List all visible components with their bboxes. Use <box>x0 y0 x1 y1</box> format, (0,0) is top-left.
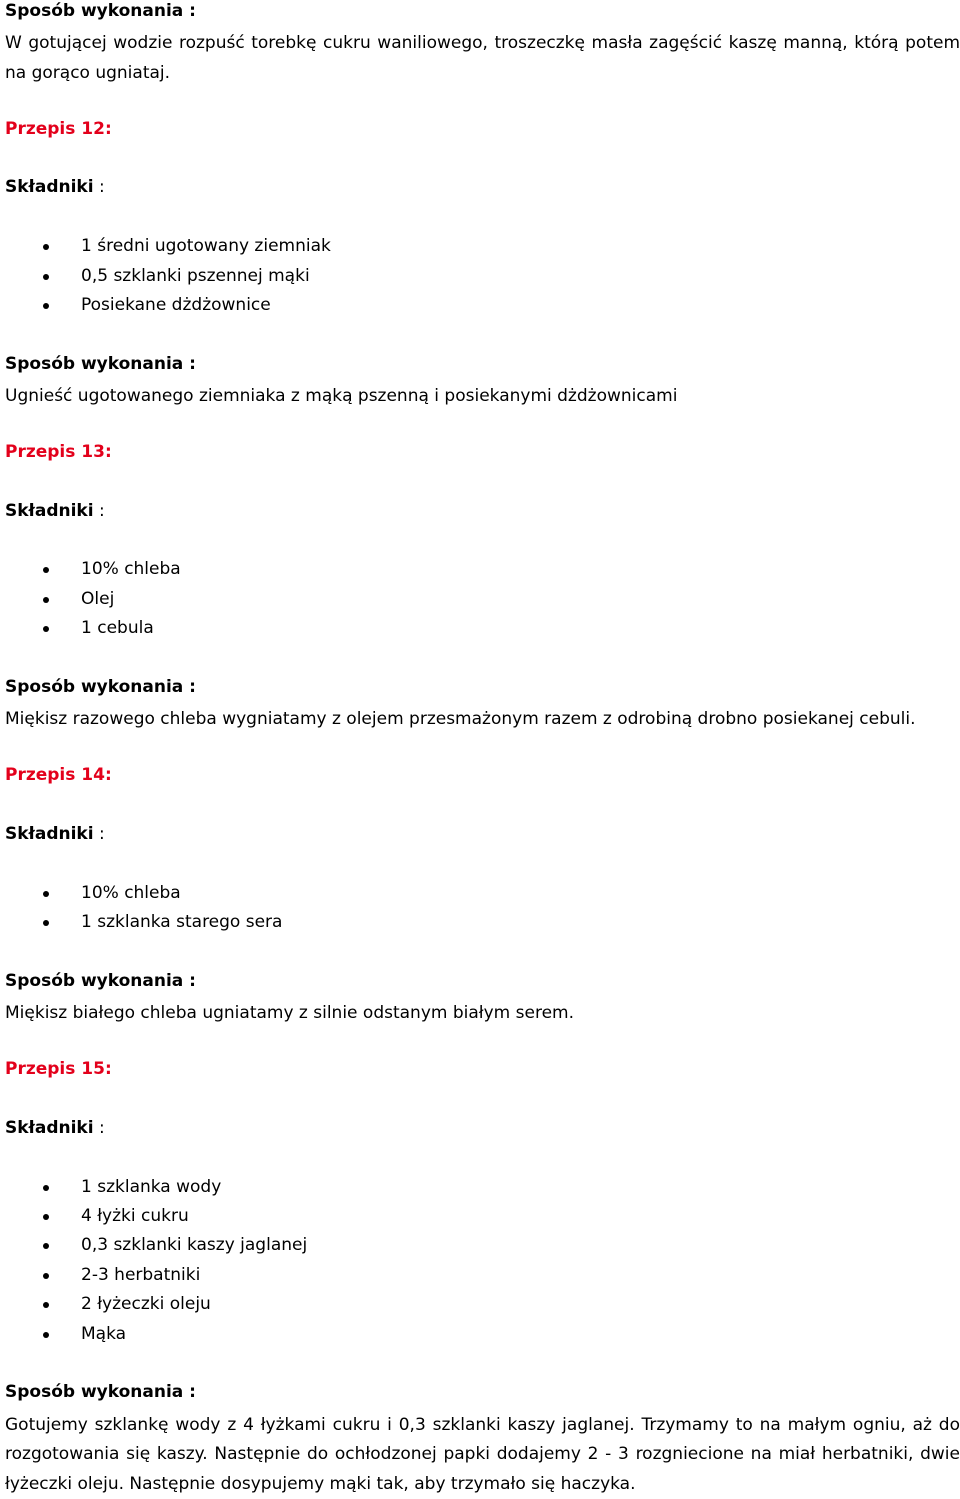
bullet-icon <box>43 1185 49 1191</box>
bullet-icon <box>43 626 49 632</box>
list-item <box>5 1205 960 1234</box>
ingredient-text: 1 szklanka wody <box>81 1176 222 1197</box>
ingredient-text: 2 łyżeczki oleju <box>81 1294 211 1315</box>
method-heading: Sposób wykonania : <box>5 677 196 698</box>
method-text: Miękisz razowego chleba wygniatamy z olejem przesmażonym razem z odrobiną drobno posiekanej cebuli. <box>5 709 916 730</box>
bullet-icon <box>43 1243 49 1249</box>
document-page <box>5 0 960 1499</box>
ingredients-colon: : <box>93 824 105 844</box>
list-item <box>5 911 960 940</box>
recipe-14 <box>5 764 960 1058</box>
ingredients-label: Składniki <box>5 500 94 521</box>
method-heading: Sposób wykonania : <box>5 1 196 21</box>
list-item <box>5 1264 960 1293</box>
ingredient-text: 10% chleba <box>81 559 181 580</box>
ingredients-list <box>5 558 960 646</box>
bullet-icon <box>43 891 49 897</box>
ingredient-text: 1 szklanka starego sera <box>81 912 283 933</box>
method-heading: Sposób wykonania : <box>5 353 196 374</box>
ingredient-text: 0,5 szklanki pszennej mąki <box>81 265 310 286</box>
method-text: Miękisz białego chleba ugniatamy z silnie odstanym białym serem. <box>5 1003 574 1024</box>
list-item <box>5 1234 960 1263</box>
ingredient-text: 0,3 szklanki kaszy jaglanej <box>81 1235 308 1256</box>
list-item <box>5 265 960 294</box>
ingredient-text: Olej <box>81 588 115 609</box>
bullet-icon <box>43 244 49 250</box>
bullet-icon <box>43 1273 49 1279</box>
ingredient-text: 1 cebula <box>81 618 154 639</box>
list-item <box>5 588 960 617</box>
recipe-13 <box>5 441 960 764</box>
recipe-title: Przepis 15: <box>5 1059 112 1080</box>
list-item <box>5 558 960 587</box>
recipe-title: Przepis 12: <box>5 118 112 139</box>
ingredients-label: Składniki <box>5 1117 94 1138</box>
list-item <box>5 1323 960 1352</box>
list-item <box>5 235 960 264</box>
ingredients-label: Składniki <box>5 824 94 844</box>
ingredients-label: Składniki <box>5 177 94 198</box>
ingredients-heading <box>5 823 960 852</box>
list-item <box>5 294 960 323</box>
bullet-icon <box>43 1332 49 1338</box>
ingredients-heading <box>5 176 960 205</box>
recipe-title: Przepis 14: <box>5 765 112 786</box>
ingredients-list <box>5 882 960 941</box>
ingredient-text: 10% chleba <box>81 882 181 903</box>
bullet-icon <box>43 597 49 603</box>
ingredients-heading <box>5 500 960 529</box>
recipe-title: Przepis 13: <box>5 441 112 462</box>
list-item <box>5 1176 960 1205</box>
list-item <box>5 617 960 646</box>
recipe-15 <box>5 1058 960 1499</box>
bullet-icon <box>43 1302 49 1308</box>
ingredient-text: 4 łyżki cukru <box>81 1206 189 1227</box>
bullet-icon <box>43 920 49 926</box>
bullet-icon <box>43 274 49 280</box>
ingredient-text: Posiekane dżdżownice <box>81 294 271 315</box>
method-text: Gotujemy szklankę wody z 4 łyżkami cukru i 0,3 szklanki kaszy jaglanej. Trzymamy to na małym ogniu, aż do rozgotowania się kaszy. Następnie do ochłodzonej papki dodajemy 2 - 3 rozgniecione na miał herbatniki, dwie łyżeczki oleju. Następnie dosypujemy mąki tak, aby trzymało się haczyka. <box>5 1414 960 1494</box>
recipe-12 <box>5 118 960 441</box>
list-item <box>5 1293 960 1322</box>
method-heading: Sposób wykonania : <box>5 1382 196 1403</box>
ingredients-list <box>5 235 960 323</box>
bullet-icon <box>43 1214 49 1220</box>
ingredient-text: 1 średni ugotowany ziemniak <box>81 236 331 257</box>
ingredients-heading <box>5 1117 960 1146</box>
bullet-icon <box>43 567 49 573</box>
ingredients-colon: : <box>93 1117 105 1138</box>
method-heading: Sposób wykonania : <box>5 970 196 991</box>
method-text: W gotującej wodzie rozpuść torebkę cukru waniliowego, troszeczkę masła zagęścić kaszę manną, którą potem na gorąco ugniataj. <box>5 33 960 83</box>
ingredients-colon: : <box>93 177 105 198</box>
ingredient-text: 2-3 herbatniki <box>81 1264 201 1285</box>
method-text: Ugnieść ugotowanego ziemniaka z mąką pszenną i posiekanymi dżdżownicami <box>5 386 678 407</box>
ingredients-list <box>5 1176 960 1352</box>
bullet-icon <box>43 303 49 309</box>
list-item <box>5 882 960 911</box>
ingredients-colon: : <box>93 500 105 521</box>
ingredient-text: Mąka <box>81 1323 127 1344</box>
